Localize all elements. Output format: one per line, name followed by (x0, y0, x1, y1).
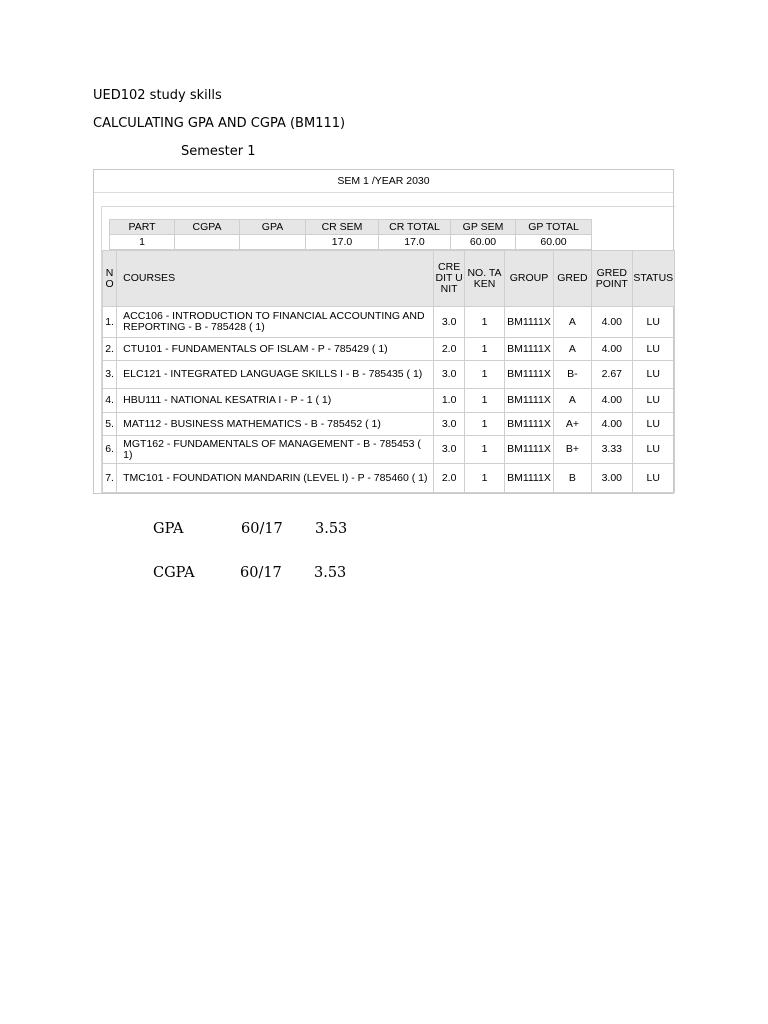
cgpa-value: 3.53 (314, 565, 347, 581)
row-course: HBU111 - NATIONAL KESATRIA I - P - 1 ( 1) (117, 389, 434, 413)
row-credit: 2.0 (434, 338, 464, 361)
summary-header-cgpa: CGPA (175, 220, 240, 235)
summary-header-cr-sem: CR SEM (306, 220, 379, 235)
document-title: UED102 study skills (93, 88, 222, 103)
row-no: 5. (103, 413, 117, 436)
cgpa-formula: 60/17 (240, 565, 282, 581)
course-row (103, 307, 675, 338)
row-taken: 1 (464, 464, 504, 493)
row-group: BM1111X (505, 307, 554, 338)
row-credit: 3.0 (434, 361, 464, 389)
course-header-row (103, 251, 675, 307)
summary-header-cr-total: CR TOTAL (379, 220, 451, 235)
row-course: MGT162 - FUNDAMENTALS OF MANAGEMENT - B - 785453 ( 1) (117, 436, 434, 464)
row-credit: 1.0 (434, 389, 464, 413)
semester-result-panel (93, 169, 674, 494)
summary-value-gp-total: 60.00 (516, 235, 592, 250)
row-credit: 3.0 (434, 307, 464, 338)
row-course: MAT112 - BUSINESS MATHEMATICS - B - 785452 ( 1) (117, 413, 434, 436)
row-grade: A (553, 307, 591, 338)
row-course: ACC106 - INTRODUCTION TO FINANCIAL ACCOUNTING AND REPORTING - B - 785428 ( 1) (117, 307, 434, 338)
summary-value-cr-total: 17.0 (379, 235, 451, 250)
summary-value-gpa (240, 235, 306, 250)
summary-header-gpa: GPA (240, 220, 306, 235)
row-taken: 1 (464, 389, 504, 413)
summary-header-row (110, 220, 592, 235)
course-row (103, 361, 675, 389)
header-gred-point: GRED POINT (592, 251, 632, 307)
header-no: NO (103, 251, 117, 307)
gpa-label: GPA (153, 521, 184, 537)
row-point: 4.00 (592, 307, 632, 338)
row-group: BM1111X (505, 389, 554, 413)
course-row (103, 338, 675, 361)
row-status: LU (632, 464, 674, 493)
summary-value-cr-sem: 17.0 (306, 235, 379, 250)
row-taken: 1 (464, 436, 504, 464)
row-course: ELC121 - INTEGRATED LANGUAGE SKILLS I - B - 785435 ( 1) (117, 361, 434, 389)
row-group: BM1111X (505, 436, 554, 464)
row-no: 7. (103, 464, 117, 493)
gpa-formula: 60/17 (241, 521, 283, 537)
row-point: 4.00 (592, 389, 632, 413)
course-row (103, 464, 675, 493)
header-no-taken: NO. TAKEN (464, 251, 504, 307)
row-status: LU (632, 389, 674, 413)
summary-value-part: 1 (110, 235, 175, 250)
row-grade: B+ (553, 436, 591, 464)
row-grade: A+ (553, 413, 591, 436)
header-gred: GRED (553, 251, 591, 307)
row-point: 3.00 (592, 464, 632, 493)
row-grade: B- (553, 361, 591, 389)
header-credit-unit: CREDIT UNIT (434, 251, 464, 307)
row-taken: 1 (464, 413, 504, 436)
header-courses: COURSES (117, 251, 434, 307)
row-credit: 3.0 (434, 436, 464, 464)
row-no: 2. (103, 338, 117, 361)
header-status: STATUS (632, 251, 674, 307)
semester-label: Semester 1 (181, 144, 256, 159)
course-row (103, 389, 675, 413)
document-heading: CALCULATING GPA AND CGPA (BM111) (93, 116, 346, 131)
summary-value-cgpa (175, 235, 240, 250)
row-group: BM1111X (505, 361, 554, 389)
summary-table (109, 219, 592, 250)
course-table (102, 250, 675, 493)
row-taken: 1 (464, 307, 504, 338)
row-grade: A (553, 338, 591, 361)
row-group: BM1111X (505, 464, 554, 493)
row-status: LU (632, 307, 674, 338)
row-point: 3.33 (592, 436, 632, 464)
summary-header-part: PART (110, 220, 175, 235)
row-point: 2.67 (592, 361, 632, 389)
row-no: 3. (103, 361, 117, 389)
summary-header-gp-sem: GP SEM (451, 220, 516, 235)
summary-value-gp-sem: 60.00 (451, 235, 516, 250)
row-status: LU (632, 413, 674, 436)
row-taken: 1 (464, 361, 504, 389)
gpa-value: 3.53 (315, 521, 348, 537)
row-status: LU (632, 338, 674, 361)
cgpa-label: CGPA (153, 565, 195, 581)
row-course: CTU101 - FUNDAMENTALS OF ISLAM - P - 785429 ( 1) (117, 338, 434, 361)
row-group: BM1111X (505, 338, 554, 361)
row-credit: 2.0 (434, 464, 464, 493)
row-no: 1. (103, 307, 117, 338)
course-row (103, 413, 675, 436)
summary-value-row (110, 235, 592, 250)
panel-inner (101, 206, 675, 493)
course-row (103, 436, 675, 464)
row-status: LU (632, 436, 674, 464)
row-taken: 1 (464, 338, 504, 361)
row-grade: A (553, 389, 591, 413)
row-group: BM1111X (505, 413, 554, 436)
header-group: GROUP (505, 251, 554, 307)
row-status: LU (632, 361, 674, 389)
summary-header-gp-total: GP TOTAL (516, 220, 592, 235)
row-credit: 3.0 (434, 413, 464, 436)
row-grade: B (553, 464, 591, 493)
row-no: 6. (103, 436, 117, 464)
row-point: 4.00 (592, 413, 632, 436)
row-course: TMC101 - FOUNDATION MANDARIN (LEVEL I) - P - 785460 ( 1) (117, 464, 434, 493)
row-point: 4.00 (592, 338, 632, 361)
row-no: 4. (103, 389, 117, 413)
panel-title: SEM 1 /YEAR 2030 (94, 170, 673, 193)
